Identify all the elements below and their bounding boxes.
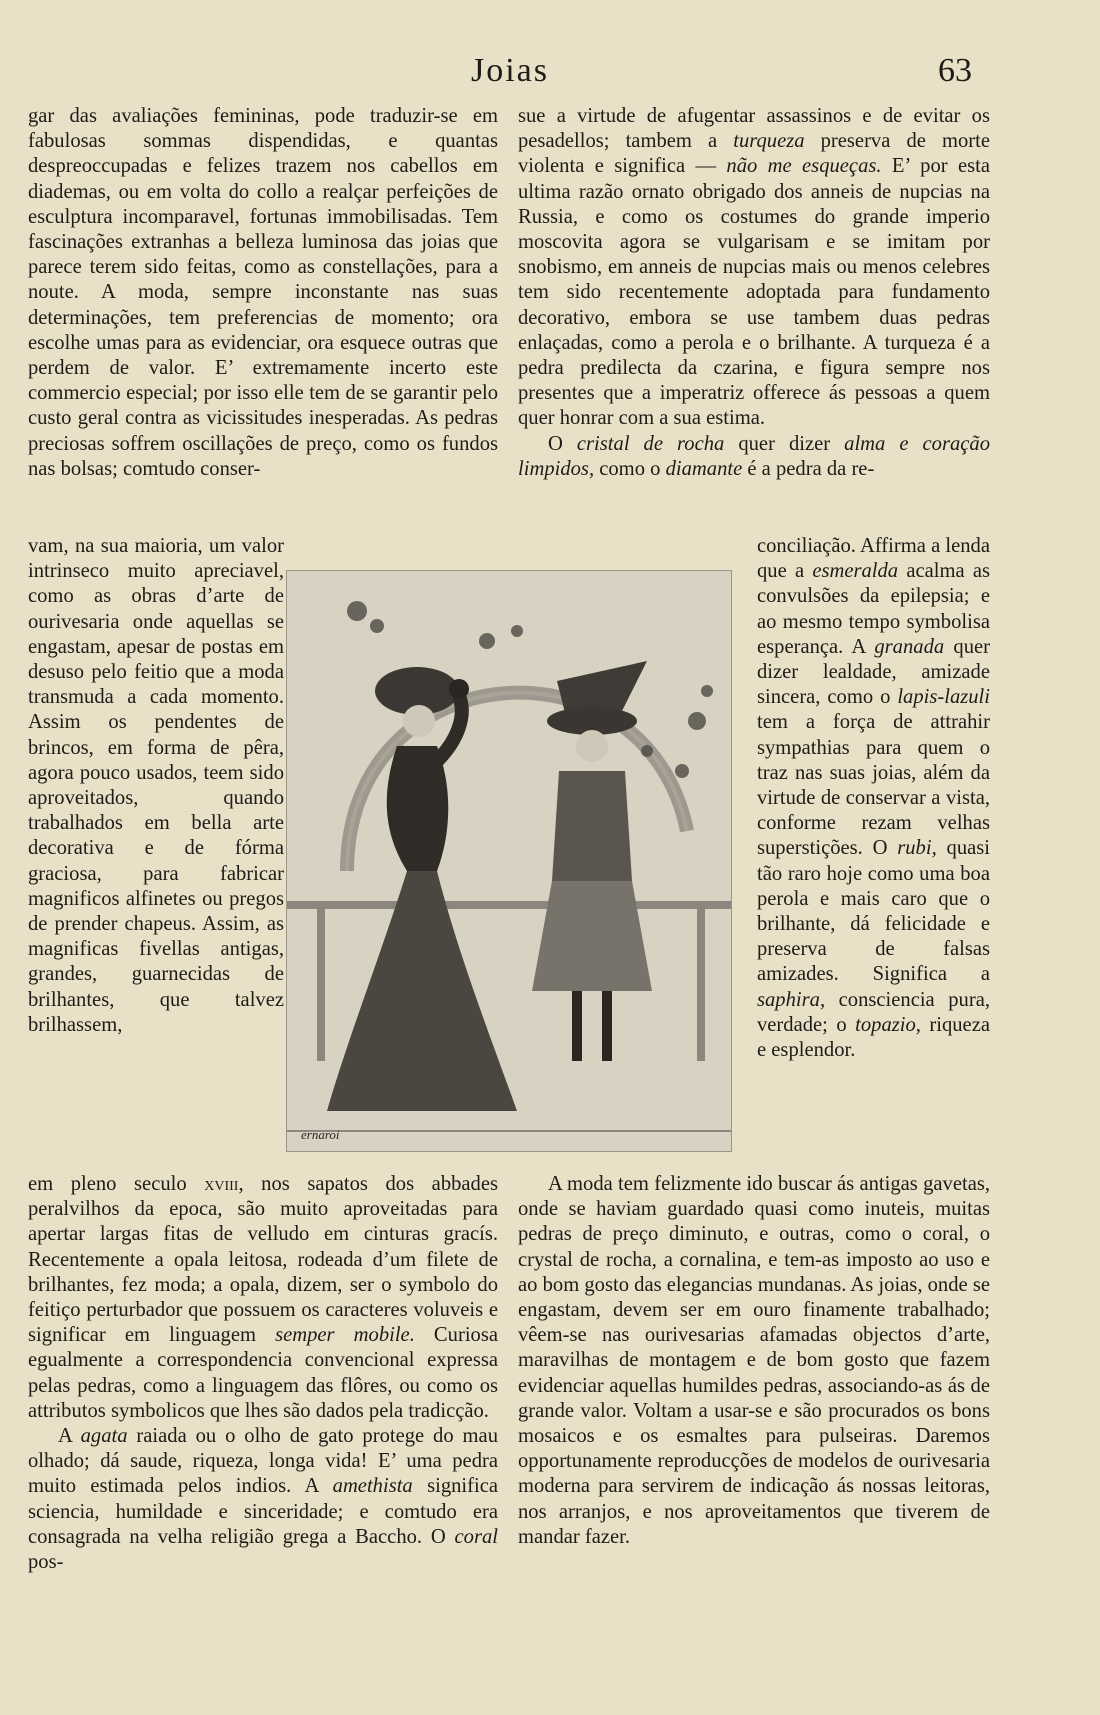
fashion-illustration (286, 570, 732, 1152)
paragraph: gar das avaliações femininas, pode traduzir-se em fabulosas sommas dispendidas, e quantas despreoccupadas e felizes trazem nos cabellos em diademas, ou em volta do collo a realçar perfeições de esculptura incomparavel, fortunas immobilisadas. Tem fascinações extranhas a belleza luminosa das joias que parece terem sido feitas, como as constellações, para a noute. A moda, sempre inconstante nas suas determinações, tem preferencias de momento; ora escolhe umas para as evidenciar, ora esquece outras que perdem de valor. E’ extremamente incerto este commercio especial; por isso elle tem de se garantir pelo custo geral contra as vicissitudes inesperadas. As pedras preciosas soffrem oscillações de preço, como os fundos nas bolsas; comtudo conser- (28, 105, 498, 480)
illustration-drawing (287, 571, 731, 1151)
running-title: Joias (471, 52, 549, 89)
right-column-bottom (518, 1172, 990, 1550)
page-number: 63 (938, 52, 972, 89)
paragraph: sue a virtude de afugentar assassinos e de evitar os pesadellos; tambem a turqueza preserva de morte violenta e significa — não me esqueças. E’ por esta ultima razão ornato obrigado dos anneis de nupcias na Russia, e como os costumes do grande imperio moscovita agora se vulgarisam e se imitam por snobismo, em anneis de nupcias mais ou menos celebres tem sido recentemente adoptada para fundamento decorativo, embora se use tambem duas pedras enlaçadas, como a perola e o brilhante. A turqueza é a pedra predilecta da czarina, e figura sempre nos presentes que a imperatriz offerece ás pessoas a quem quer honrar com a sua estima. (518, 105, 990, 430)
paragraph: A moda tem felizmente ido buscar ás antigas gavetas, onde se haviam guardado quasi como inuteis, muitas pedras de preço diminuto, e outras, como o coral, o crystal de rocha, a cornalina, e tem-as imposto ao uso e ao bom gosto das elegancias mundanas. As joias, onde se engastam, devem ser em ouro finamente trabalhado; vêem-se nas ourivesarias afamadas objectos d’arte, maravilhas de montagem e de bom gosto que fazem evidenciar aquellas humildes pedras, associando-as ás de grande valor. Voltam a usar-se e são procurados os bons mosaicos e os esmaltes para pulseiras. Daremos opportunamente reproducções de modelos de ourivesaria moderna para servirem de indicação ás nossas leitoras, nos arranjos, e nos aproveitamentos que tiverem de mandar fazer. (518, 1173, 990, 1548)
left-column-top (28, 104, 498, 482)
left-column-wrap (28, 534, 284, 1038)
paragraph: em pleno seculo xviii, nos sapatos dos abbades peralvilhos da epoca, são muito aproveitadas para apertar largas fitas de velludo em cinturas gracís. Recentemente a opala leitosa, rodeada d’um filete de brilhantes, fez moda; a opala, dizem, ser o symbolo do feitiço perturbador que possuem os caracteres voluveis e significar em linguagem semper mobile. Curiosa egualmente a correspondencia convencional expressa pelas pedras, como a linguagem das flôres, ou como os attributos symbolicos que lhes são dados pela tradicção. (28, 1173, 498, 1422)
paragraph: vam, na sua maioria, um valor intrinseco muito apreciavel, como as obras d’arte de ourivesaria onde aquellas se engastam, apesar de postas em desuso pelo feitio que a moda transmuda a cada momento. Assim os pendentes de brincos, em forma de pêra, agora pouco usados, teem sido aproveitados, quando trabalhados em bella arte decorativa e de fórma graciosa, para fabricar magnificos alfinetes ou pregos de prender chapeus. Assim, as magnificas fivellas antigas, grandes, guarnecidas de brilhantes, que talvez brilhassem, (28, 535, 284, 1036)
right-column-top (518, 104, 990, 482)
paragraph: conciliação. Affirma a lenda que a esmeralda acalma as convulsões da epilepsia; e ao mesmo tempo symbolisa esperança. A granada quer dizer lealdade, amizade sincera, como o lapis-lazuli tem a força de attrahir sympathias para quem o traz nas suas joias, além da virtude de conservar a vista, conforme rezam velhas superstições. O rubi, quasi tão raro hoje como uma boa perola e mais caro que o brilhante, dá felicidade e preserva de falsas amizades. Significa a saphira, consciencia pura, verdade; o topazio, riqueza e esplendor. (757, 535, 990, 1062)
page-header (0, 52, 1100, 96)
left-column-bottom (28, 1172, 498, 1575)
artist-signature: ernaroi (301, 1127, 340, 1142)
paragraph: O cristal de rocha quer dizer alma e coração limpidos, como o diamante é a pedra da re- (518, 432, 990, 480)
paragraph: A agata raiada ou o olho de gato protege do mau olhado; dá saude, riqueza, longa vida! E’ uma pedra muito estimada pelos indios. A amethista significa sciencia, humildade e sinceridade; e comtudo era consagrada na velha religião grega a Baccho. O coral pos- (28, 1425, 499, 1574)
right-column-wrap (757, 534, 990, 1063)
